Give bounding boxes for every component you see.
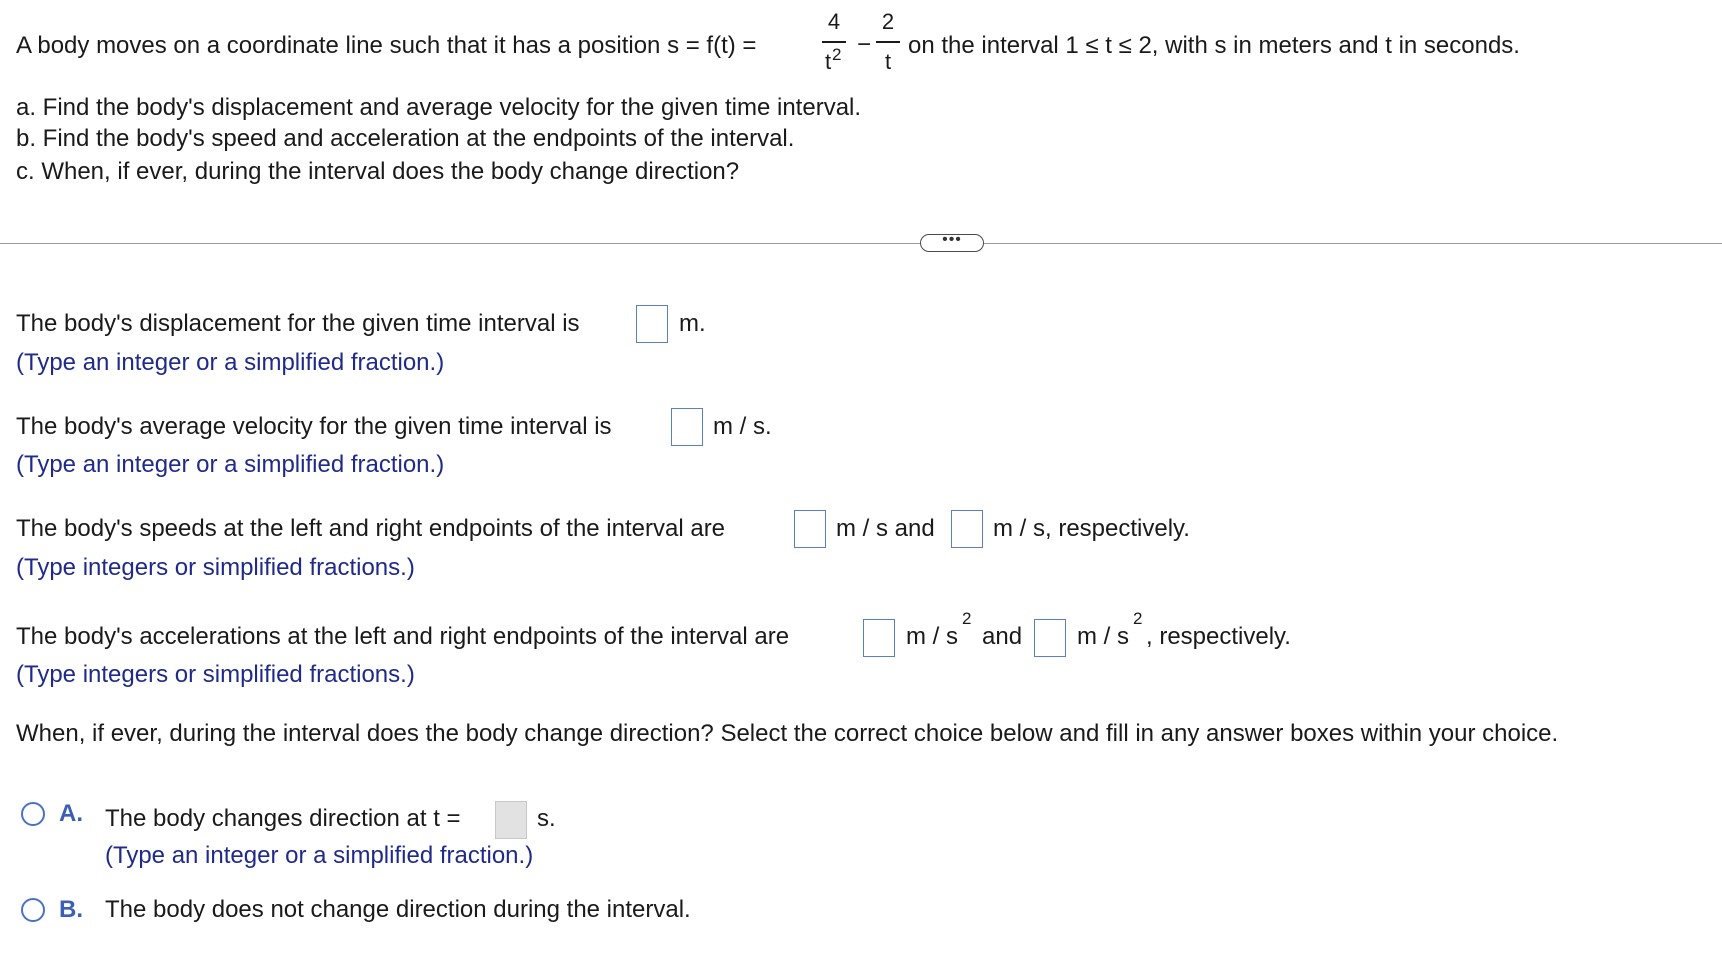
displacement-question: The body's displacement for the given time interval is <box>16 310 580 337</box>
choice-a-text: The body changes direction at t = <box>105 805 461 832</box>
left-speed-unit: m / s and <box>836 515 935 542</box>
right-speed-answer-input[interactable] <box>951 510 983 548</box>
displacement-answer-input[interactable] <box>636 305 668 343</box>
minus-sign: − <box>857 31 872 58</box>
displacement-hint: (Type an integer or a simplified fraction.) <box>16 349 445 376</box>
left-acceleration-exponent: 2 <box>962 609 972 628</box>
speeds-hint: (Type integers or simplified fractions.) <box>16 554 415 581</box>
right-speed-unit: m / s, respectively. <box>993 515 1190 542</box>
average-velocity-answer-input[interactable] <box>671 408 703 446</box>
left-acceleration-unit: m / s <box>906 623 958 650</box>
choice-a-radio[interactable] <box>21 802 45 826</box>
right-acceleration-unit: m / s <box>1077 623 1129 650</box>
choice-b-text: The body does not change direction during the interval. <box>105 896 691 923</box>
part-b-text: b. Find the body's speed and acceleration at the endpoints of the interval. <box>16 125 795 152</box>
choice-a-unit: s. <box>537 805 556 832</box>
average-velocity-unit: m / s. <box>713 413 772 440</box>
choice-b-radio[interactable] <box>21 898 45 922</box>
fraction-1-denominator: t <box>824 49 832 74</box>
fraction-1-bar <box>822 41 846 43</box>
fraction-2-numerator: 2 <box>881 9 895 34</box>
section-divider <box>0 243 1722 244</box>
part-c-text: c. When, if ever, during the interval does the body change direction? <box>16 158 740 185</box>
displacement-unit: m. <box>679 310 706 337</box>
speeds-question: The body's speeds at the left and right endpoints of the interval are <box>16 515 726 542</box>
fraction-2-denominator: t <box>884 49 892 74</box>
fraction-2-bar <box>876 41 900 43</box>
fraction-1-exponent: 2 <box>832 45 842 64</box>
expand-ellipsis-button[interactable]: ••• <box>920 234 984 252</box>
fraction-1-numerator: 4 <box>827 9 841 34</box>
choice-a-letter: A. <box>59 800 83 827</box>
direction-time-answer-input[interactable] <box>495 801 527 839</box>
direction-question: When, if ever, during the interval does the body change direction? Select the correct choice below and fill in any answer boxes within your choice. <box>16 720 1559 747</box>
right-acceleration-answer-input[interactable] <box>1034 619 1066 657</box>
choice-b-letter: B. <box>59 896 83 923</box>
and-text: and <box>982 623 1023 650</box>
average-velocity-question: The body's average velocity for the given time interval is <box>16 413 612 440</box>
average-velocity-hint: (Type an integer or a simplified fraction.) <box>16 451 445 478</box>
choice-a-hint: (Type an integer or a simplified fraction.) <box>105 842 534 869</box>
problem-interval-text: on the interval 1 ≤ t ≤ 2, with s in meters and t in seconds. <box>908 32 1520 59</box>
left-speed-answer-input[interactable] <box>794 510 826 548</box>
right-acceleration-exponent: 2 <box>1133 609 1143 628</box>
accelerations-question: The body's accelerations at the left and right endpoints of the interval are <box>16 623 790 650</box>
problem-intro-text: A body moves on a coordinate line such that it has a position s = f(t) = <box>16 32 757 59</box>
left-acceleration-answer-input[interactable] <box>863 619 895 657</box>
part-a-text: a. Find the body's displacement and average velocity for the given time interval. <box>16 94 862 121</box>
accelerations-hint: (Type integers or simplified fractions.) <box>16 661 415 688</box>
respectively-text: , respectively. <box>1146 623 1291 650</box>
